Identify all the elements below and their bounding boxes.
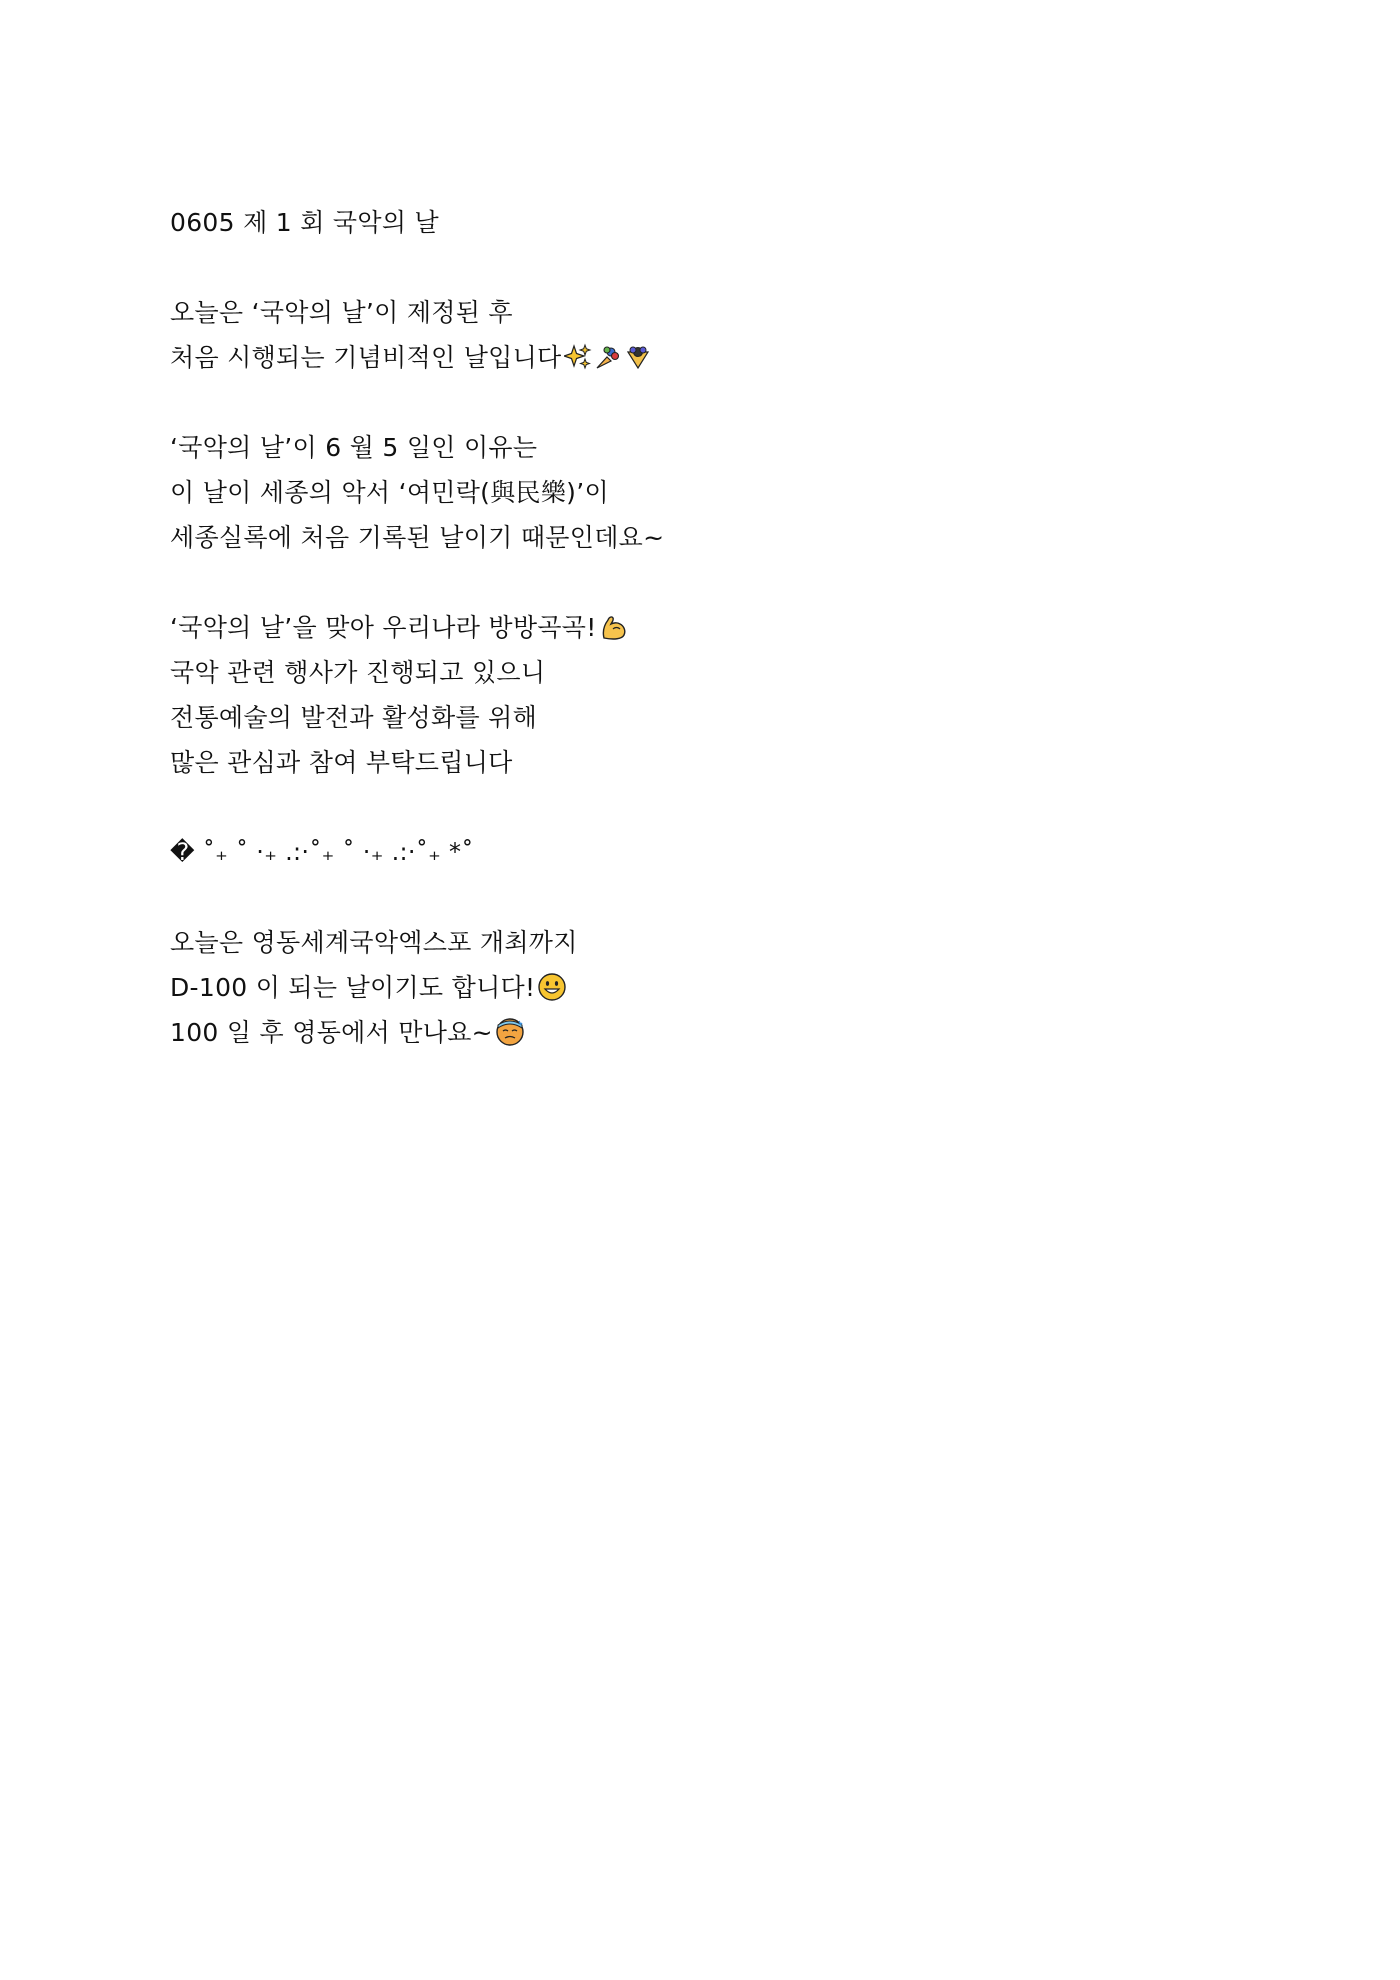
paragraph4-line3: 100 일 후 영동에서 만나요~ [170, 1018, 493, 1047]
paragraph3-line3: 전통예술의 발전과 활성화를 위해 [170, 703, 538, 732]
spacer [170, 380, 1230, 425]
paragraph4-line2-row [170, 965, 1230, 1010]
sparkle-divider: � ˚₊ ˚ ·₊ .:·˚₊ ˚ ·₊ .:·˚₊ *˚ [170, 838, 474, 866]
paragraph3-line4: 많은 관심과 참여 부탁드립니다 [170, 748, 513, 777]
bouquet-icon [594, 343, 622, 371]
paragraph2-line2: 이 날이 세종의 악서 ‘여민락(與民樂)’이 [170, 478, 609, 507]
spacer [170, 875, 1230, 920]
spacer [170, 245, 1230, 290]
paragraph2-line3: 세종실록에 처음 기록된 날이기 때문인데요~ [170, 523, 665, 552]
paragraph1-line1: 오늘은 ‘국악의 날’이 제정된 후 [170, 298, 513, 327]
grinning-face-icon [537, 972, 567, 1002]
spacer [170, 560, 1230, 605]
paragraph2-line1: ‘국악의 날’이 6 월 5 일인 이유는 [170, 433, 538, 462]
flexed-biceps-icon [599, 612, 629, 642]
paragraph4-line2: D-100 이 되는 날이기도 합니다! [170, 973, 536, 1002]
paragraph3-line1: ‘국악의 날’을 맞아 우리나라 방방곡곡! [170, 613, 597, 642]
paragraph4-line3-row [170, 1010, 1230, 1055]
document-title: 0605 제 1 회 국악의 날 [170, 208, 439, 237]
paragraph1-line2-row [170, 335, 1230, 380]
paragraph3-line2: 국악 관련 행사가 진행되고 있으니 [170, 658, 546, 687]
sparkles-icon [564, 343, 592, 371]
hot-face-icon [495, 1017, 525, 1047]
bouquet-icon [624, 343, 652, 371]
paragraph1-line2: 처음 시행되는 기념비적인 날입니다 [170, 343, 562, 372]
paragraph3-line1-row [170, 605, 1230, 650]
paragraph4-line1: 오늘은 영동세계국악엑스포 개최까지 [170, 928, 578, 957]
spacer [170, 785, 1230, 830]
document-body [170, 200, 1230, 1055]
